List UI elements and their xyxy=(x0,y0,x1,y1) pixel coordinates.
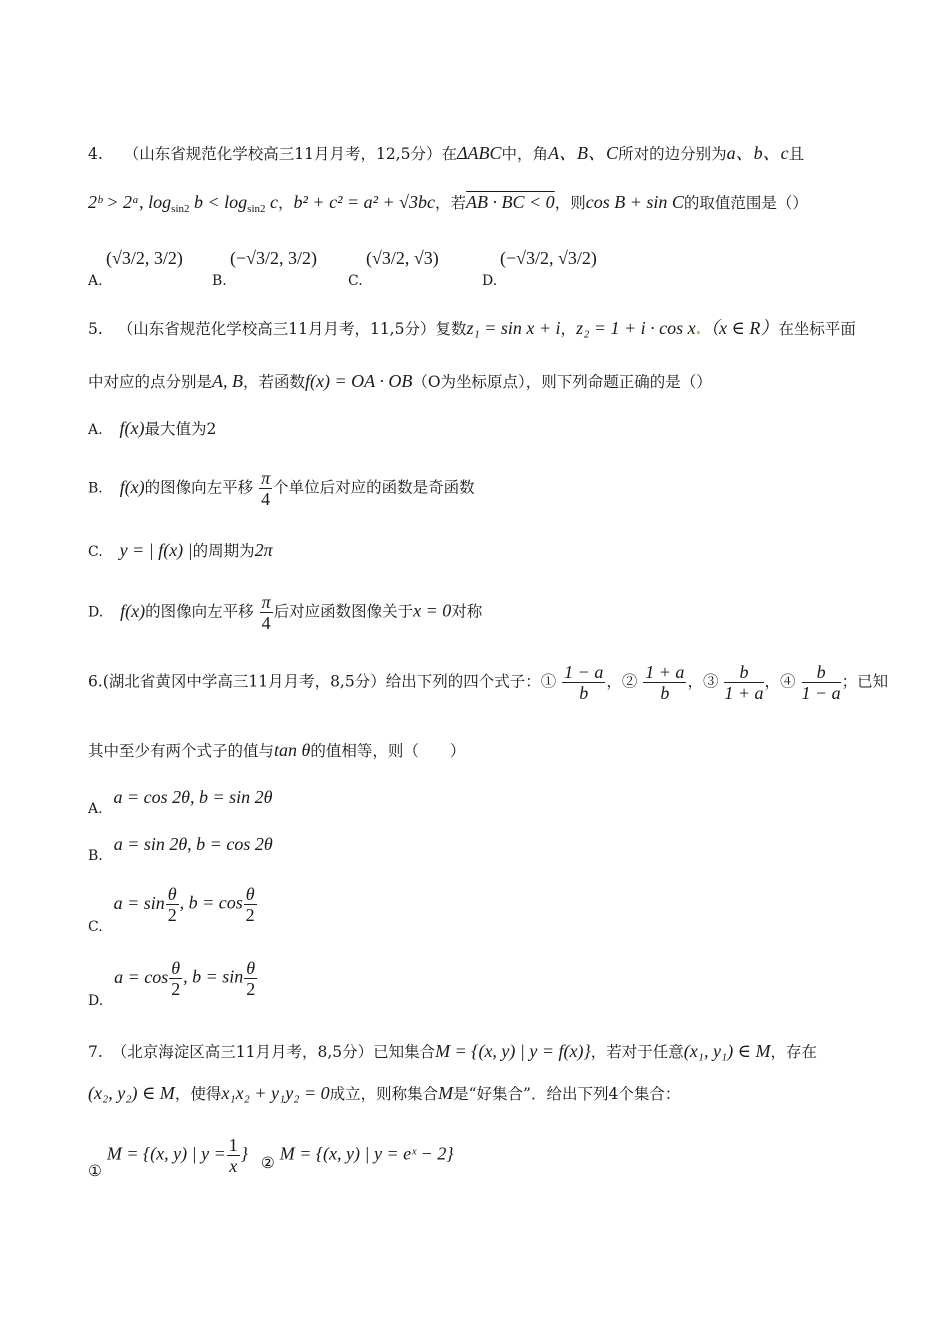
q4-sep: ， xyxy=(278,194,294,212)
q4-sub: sin2 xyxy=(171,203,190,216)
q5-option-a xyxy=(88,418,216,440)
theta-over-2 xyxy=(169,958,182,999)
q6-text: 的值相等，则（ ） xyxy=(310,742,466,760)
theta-over-2 xyxy=(166,884,179,925)
frac-den: b xyxy=(579,683,589,703)
q7-line2 xyxy=(88,1083,680,1104)
q7-m: M xyxy=(438,1083,454,1103)
q5-option-d xyxy=(88,592,482,633)
q5-text: ，若函数 xyxy=(243,373,306,391)
q4-option-c-label: C. xyxy=(348,273,363,289)
q6-option-a xyxy=(88,787,273,817)
q4-line2 xyxy=(88,192,808,219)
q5-text: 中对应的点分别是 xyxy=(88,373,213,391)
circled-1: ① xyxy=(88,1161,102,1180)
q6-text: ；已知 xyxy=(841,672,889,691)
q5-ab: A, B xyxy=(212,371,244,391)
q5-source: （山东省规范化学校高三11月月考，11,5分）复数 xyxy=(117,320,467,338)
q6-tan: tan θ xyxy=(274,740,311,760)
frac-den: 1 − a xyxy=(801,683,841,703)
q5-option-math: 2π xyxy=(254,540,273,560)
dot-icon: . xyxy=(695,319,702,338)
q4-text: ，若 xyxy=(435,194,467,212)
q5-number: 5. xyxy=(88,320,103,338)
frac-num: θ xyxy=(167,884,177,904)
frac-num: θ xyxy=(171,958,181,978)
q5-option-label: C. xyxy=(88,544,103,560)
q5-option-c xyxy=(88,540,273,562)
pi-over-4 xyxy=(259,468,272,509)
frac-num: b xyxy=(802,662,841,683)
q5-z2: z₂ = 1 + i · cos x xyxy=(576,318,696,338)
q5-option-text: 后对应函数图像关于 xyxy=(273,602,414,621)
q7-line1 xyxy=(88,1041,817,1062)
q4-number: 4. xyxy=(88,145,103,163)
q4-text: ，则 xyxy=(554,194,586,212)
q5-sep: ， xyxy=(560,320,577,338)
q5-option-text: 个单位后对应的函数是奇函数 xyxy=(273,478,475,497)
q7-text: ，若对于任意 xyxy=(590,1043,684,1061)
pi-over-4 xyxy=(260,592,273,633)
q6-option-label: C. xyxy=(88,918,103,935)
q5-xr: （x ∈ R） xyxy=(701,318,779,338)
q6-option-label: A. xyxy=(88,801,103,817)
one-over-x xyxy=(227,1135,240,1176)
q6-line1 xyxy=(88,662,888,703)
q6-source: (湖北省黄冈中学高三11月月考，8,5分）给出下列的四个式子：① xyxy=(102,672,557,691)
q6-frac-3 xyxy=(724,662,763,703)
q7-text: 成立，则称集合 xyxy=(329,1085,439,1103)
theta-over-2 xyxy=(244,884,257,925)
q6-frac-2 xyxy=(643,662,686,703)
q4-triangle: ΔABC xyxy=(456,143,502,163)
q4-option-d: (−√3/2, √3/2) xyxy=(500,248,597,268)
q5-option-math: f(x) xyxy=(119,476,145,497)
circled-2: ② xyxy=(260,1153,275,1172)
frac-den: 2 xyxy=(246,979,256,999)
q4-option-c: (√3/2, √3) xyxy=(366,248,439,268)
q5-option-label: B. xyxy=(88,480,103,497)
q6-option-d xyxy=(88,958,258,1009)
q5-option-label: D. xyxy=(88,604,104,621)
frac-num: θ xyxy=(245,884,255,904)
q7-number: 7. xyxy=(88,1043,103,1061)
frac-num: 1 xyxy=(228,1135,238,1155)
q4-text: 所对的边分别为 xyxy=(618,145,727,163)
q4-option-a: (√3/2, 3/2) xyxy=(106,248,183,268)
q6-option-math: , b = sin xyxy=(183,966,244,987)
q5-option-math: f(x) xyxy=(119,418,145,438)
q6-option-math: , b = cos xyxy=(179,892,243,913)
q7-set-1: } xyxy=(240,1143,248,1164)
q6-option-math: a = cos 2θ, b = sin 2θ xyxy=(113,787,273,807)
q4-cond3: AB · BC < 0 xyxy=(466,192,555,212)
q4-angles: A、B、C xyxy=(548,143,619,163)
q4-option-d-label: D. xyxy=(482,273,498,289)
frac-num: b xyxy=(724,662,763,683)
q6-option-c xyxy=(88,884,258,935)
frac-den: 4 xyxy=(261,613,271,633)
q7-text: ，使得 xyxy=(174,1085,222,1103)
frac-den: 4 xyxy=(261,489,271,509)
q6-frac-4 xyxy=(802,662,841,703)
q7-point: (x₂, y₂) ∈ M xyxy=(88,1083,175,1103)
q6-sep: ，③ xyxy=(687,672,719,691)
frac-num: π xyxy=(261,468,271,488)
q6-sep: ，④ xyxy=(764,672,796,691)
q6-option-label: B. xyxy=(88,848,103,864)
frac-den: 2 xyxy=(167,905,177,925)
q7-text: 是“好集合”．给出下列4个集合： xyxy=(453,1085,681,1103)
q4-options xyxy=(88,246,688,291)
frac-num: 1 + a xyxy=(645,662,685,682)
q6-option-label: D. xyxy=(88,992,104,1009)
q5-line1 xyxy=(88,318,856,339)
q7-eq: x₁x₂ + y₁y₂ = 0 xyxy=(221,1083,330,1103)
q6-option-math: a = sin xyxy=(113,892,165,913)
q6-option-math: a = sin 2θ, b = cos 2θ xyxy=(113,834,273,854)
frac-num: 1 − a xyxy=(564,662,604,682)
q7-point: (x₁, y₁) ∈ M xyxy=(683,1041,771,1061)
q4-cond1: b < log xyxy=(189,192,248,212)
q4-cond1: c xyxy=(265,192,279,212)
q4-text: 中，角 xyxy=(501,145,549,163)
q4-option-b-label: B. xyxy=(212,273,227,289)
frac-den: 2 xyxy=(245,905,255,925)
q5-option-text: 对称 xyxy=(451,602,483,621)
q5-fx: f(x) = OA · OB xyxy=(305,371,413,391)
q4-cond2: b² + c² = a² + √3bc xyxy=(293,192,436,212)
q6-option-math: a = cos xyxy=(114,966,169,987)
q7-text: ，存在 xyxy=(770,1043,818,1061)
frac-den: 1 + a xyxy=(724,683,764,703)
q4-sub: sin2 xyxy=(247,203,266,216)
q6-number: 6. xyxy=(88,672,103,691)
q4-sides: a、b、c xyxy=(726,143,789,163)
q4-line1 xyxy=(88,143,804,164)
q6-option-b xyxy=(88,834,273,864)
q4-option-a-label: A. xyxy=(88,273,103,289)
q5-line2 xyxy=(88,371,712,392)
q7-set-1: M = {(x, y) | y = xyxy=(106,1143,226,1164)
q5-option-text: 的周期为 xyxy=(192,542,255,560)
q5-option-b xyxy=(88,468,475,509)
q7-set: M = {(x, y) | y = f(x)} xyxy=(435,1041,591,1061)
q7-sets xyxy=(88,1135,454,1180)
q4-cond1: 2ᵇ > 2ᵃ, log xyxy=(88,192,172,212)
q5-option-math: f(x) xyxy=(120,600,146,621)
frac-den: b xyxy=(660,683,670,703)
frac-num: θ xyxy=(246,958,256,978)
q5-option-math: x = 0 xyxy=(413,600,452,621)
theta-over-2 xyxy=(244,958,257,999)
frac-den: x xyxy=(229,1156,238,1176)
q5-option-text: 的图像向左平移 xyxy=(145,602,254,621)
q6-sep: ，② xyxy=(606,672,638,691)
q6-frac-1 xyxy=(562,662,605,703)
q4-text: 且 xyxy=(788,145,805,163)
q5-option-label: A. xyxy=(88,422,103,438)
q6-line2 xyxy=(88,740,465,761)
q5-option-math: y = | f(x) | xyxy=(119,540,193,560)
q5-z1: z₁ = sin x + i xyxy=(466,318,561,338)
q6-text: 其中至少有两个式子的值与 xyxy=(88,742,275,760)
q5-option-text: 最大值为2 xyxy=(144,420,217,438)
q5-text: 在坐标平面 xyxy=(778,320,856,338)
q4-option-b: (−√3/2, 3/2) xyxy=(230,248,318,268)
frac-den: 2 xyxy=(171,979,181,999)
q5-text: （O为坐标原点），则下列命题正确的是（） xyxy=(412,373,712,391)
frac-num: π xyxy=(261,592,271,612)
q7-source: （北京海淀区高三11月月考，8,5分）已知集合 xyxy=(111,1043,436,1061)
q4-source: （山东省规范化学校高三11月月考，12,5分）在 xyxy=(123,145,457,163)
q4-text: 的取值范围是（） xyxy=(683,194,808,212)
q4-expr: cos B + sin C xyxy=(585,192,684,212)
q7-set-2: M = {(x, y) | y = eˣ − 2} xyxy=(279,1143,454,1164)
q5-option-text: 的图像向左平移 xyxy=(144,478,254,497)
